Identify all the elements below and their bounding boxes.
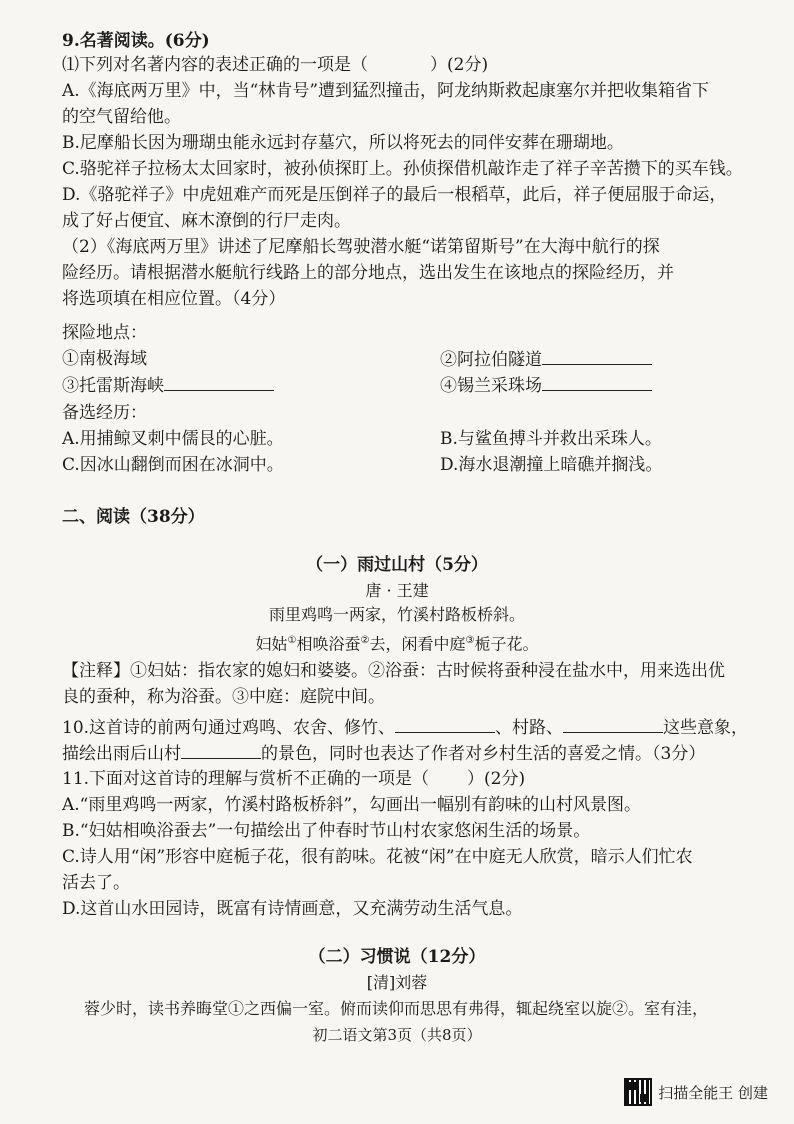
- essay-line-1: 蓉少时，读书养晦堂①之西偏一室。俯而读仰而思思有弗得，辄起绕室以旋②。室有洼，: [84, 999, 709, 1018]
- option-b: B.与鲨鱼搏斗并救出采珠人。: [440, 429, 662, 449]
- q10-blank-3[interactable]: [181, 742, 261, 759]
- q9-part1-stem: ⑴下列对名著内容的表述正确的一项是（ ）(2分): [62, 55, 489, 75]
- q11-option-c-line1: C.诗人用“闲”形容中庭栀子花，很有韵味。花被“闲”在中庭无人欣赏，暗示人们忙农: [62, 847, 693, 867]
- poem-line-2: 妇姑①相唤浴蚕②去，闲看中庭③栀子花。: [255, 634, 539, 654]
- section2-title: 二、阅读（38分）: [62, 507, 205, 527]
- option-c: C.因冰山翻倒而困在冰洞中。: [62, 455, 284, 475]
- q11-option-b: B.“妇姑相唤浴蚕去”一句描绘出了仲春时节山村农家悠闲生活的场景。: [62, 821, 591, 841]
- q10-blank-2[interactable]: [563, 716, 663, 733]
- note-line-1: 【注释】①妇姑：指农家的媳妇和婆婆。②浴蚕：古时候将蚕种浸在盐水中，用来选出优: [62, 661, 725, 681]
- options-label: 备选经历：: [62, 403, 147, 423]
- essay-heading: （二）习惯说（12分）: [308, 947, 486, 967]
- poem-author: 唐 · 王建: [365, 581, 429, 600]
- scanner-watermark: [624, 1078, 768, 1106]
- note-line-2: 良的蚕种，称为浴蚕。③中庭：庭院中间。: [62, 687, 385, 707]
- qr-code-icon: [624, 1078, 652, 1106]
- places-label: 探险地点：: [62, 323, 147, 343]
- q9-title: 9.名著阅读。(6分): [62, 31, 210, 51]
- q9-option-d-line2: 成了好占便宜、麻木潦倒的行尸走肉。: [62, 211, 351, 231]
- q11-option-a: A.“雨里鸡鸣一两家，竹溪村路板桥斜”，勾画出一幅别有韵味的山村风景图。: [62, 795, 642, 815]
- poem-heading: （一）雨过山村（5分）: [306, 555, 488, 575]
- q9-option-a-line1: A.《海底两万里》中，当“林肯号”遭到猛烈撞击，阿龙纳斯救起康塞尔并把收集箱省下: [62, 81, 710, 101]
- option-d: D.海水退潮撞上暗礁并搁浅。: [440, 455, 663, 475]
- scanner-text: 扫描全能王 创建: [658, 1083, 768, 1102]
- poem-line-1: 雨里鸡鸣一两家，竹溪村路板桥斜。: [268, 605, 525, 624]
- q9-option-a-line2: 的空气留给他。: [62, 107, 181, 127]
- essay-author: [清]刘蓉: [366, 973, 428, 992]
- q9-part2-line2: 险经历。请根据潜水艇航行线路上的部分地点，选出发生在该地点的探险经历，并: [62, 263, 674, 283]
- q11-option-c-line2: 活去了。: [62, 873, 130, 893]
- place-1: ①南极海域: [62, 349, 147, 369]
- place-4-answer-blank[interactable]: [542, 374, 652, 391]
- q9-option-d-line1: D.《骆驼祥子》中虎妞难产而死是压倒祥子的最后一根稻草，此后，祥子便屈服于命运，: [62, 185, 727, 205]
- place-3: ③托雷斯海峡: [62, 374, 274, 397]
- q9-part2-line1: （2）《海底两万里》讲述了尼摩船长驾驶潜水艇“诺第留斯号”在大海中航行的探: [62, 237, 660, 257]
- q10-line-2: 描绘出雨后山村 的景色，同时也表达了作者对乡村生活的喜爱之情。（3分）: [62, 744, 706, 764]
- q9-part2-line3: 将选项填在相应位置。（4分）: [62, 289, 286, 309]
- place-4: ④锡兰采珠场: [440, 374, 652, 397]
- place-3-answer-blank[interactable]: [164, 374, 274, 391]
- q9-option-c: C.骆驼祥子拉杨太太回家时，被孙侦探盯上。孙侦探借机敲诈走了祥子辛苦攒下的买车钱。: [62, 159, 743, 179]
- q10-blank-1[interactable]: [395, 716, 495, 733]
- option-a: A.用捕鲸叉刺中儒艮的心脏。: [62, 429, 284, 449]
- q9-option-b: B.尼摩船长因为珊瑚虫能永远封存墓穴，所以将死去的同伴安葬在珊瑚地。: [62, 133, 624, 153]
- q11-option-d: D.这首山水田园诗，既富有诗情画意，又充满劳动生活气息。: [62, 899, 523, 919]
- place-2: ②阿拉伯隧道: [440, 348, 652, 371]
- page-info: 初二语文第3页（共8页）: [312, 1026, 482, 1044]
- place-2-answer-blank[interactable]: [542, 348, 652, 365]
- q10-line-1: 10.这首诗的前两句通过鸡鸣、农舍、修竹、 、村路、 这些意象，: [62, 718, 749, 738]
- q11-stem: 11.下面对这首诗的理解与赏析不正确的一项是（ ）(2分): [62, 769, 526, 789]
